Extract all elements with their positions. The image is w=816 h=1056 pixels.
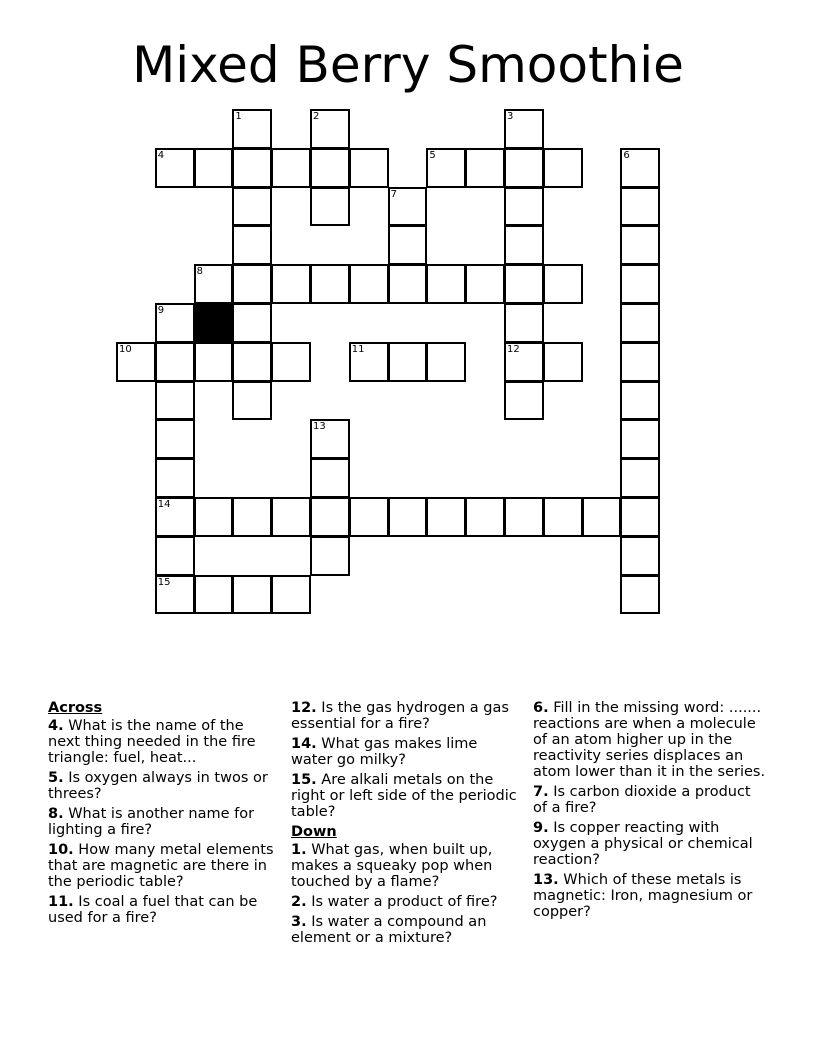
across-clue-8: 8. What is another name for lighting a fire? <box>48 806 255 838</box>
grid-cell[interactable] <box>271 497 311 537</box>
across-heading: Across <box>48 700 103 716</box>
grid-cell[interactable] <box>194 497 234 537</box>
grid-cell[interactable] <box>620 187 660 227</box>
clue-number: 6 <box>623 149 630 161</box>
grid-cell[interactable] <box>620 497 660 537</box>
grid-cell[interactable] <box>349 264 389 304</box>
grid-cell[interactable] <box>582 497 622 537</box>
grid-cell[interactable] <box>232 264 272 304</box>
grid-cell[interactable] <box>426 148 466 188</box>
across-clue-15: 15. Are alkali metals on the right or left side of the periodic table? <box>291 772 517 820</box>
grid-cell[interactable] <box>426 497 466 537</box>
black-cell <box>194 303 234 343</box>
grid-cell[interactable] <box>310 187 350 227</box>
clue-number: 13 <box>313 421 326 433</box>
across-clue-10: 10. How many metal elements that are magnetic are there in the periodic table? <box>48 842 274 890</box>
across-clue-12: 12. Is the gas hydrogen a gas essential for a fire? <box>291 700 509 732</box>
grid-cell[interactable] <box>232 381 272 421</box>
grid-cell[interactable] <box>426 342 466 382</box>
grid-cell[interactable] <box>155 575 195 615</box>
grid-cell[interactable] <box>543 264 583 304</box>
down-clue-9: 9. Is copper reacting with oxygen a physical or chemical reaction? <box>533 820 753 868</box>
grid-cell[interactable] <box>620 225 660 265</box>
grid-cell[interactable] <box>426 264 466 304</box>
grid-cell[interactable] <box>465 264 505 304</box>
grid-cell[interactable] <box>388 187 428 227</box>
grid-cell[interactable] <box>310 109 350 149</box>
grid-cell[interactable] <box>155 303 195 343</box>
grid-cell[interactable] <box>232 303 272 343</box>
grid-cell[interactable] <box>504 187 544 227</box>
grid-cell[interactable] <box>155 458 195 498</box>
clue-number: 10 <box>119 343 132 355</box>
grid-cell[interactable] <box>310 148 350 188</box>
clue-number: 5 <box>429 149 436 161</box>
grid-cell[interactable] <box>271 148 311 188</box>
grid-cell[interactable] <box>504 381 544 421</box>
grid-cell[interactable] <box>232 109 272 149</box>
grid-cell[interactable] <box>388 264 428 304</box>
grid-cell[interactable] <box>504 109 544 149</box>
grid-cell[interactable] <box>504 303 544 343</box>
grid-cell[interactable] <box>155 148 195 188</box>
grid-cell[interactable] <box>194 264 234 304</box>
grid-cell[interactable] <box>310 264 350 304</box>
grid-cell[interactable] <box>349 148 389 188</box>
clue-number: 12 <box>507 343 520 355</box>
grid-cell[interactable] <box>194 148 234 188</box>
grid-cell[interactable] <box>155 419 195 459</box>
clue-number: 8 <box>196 266 203 278</box>
grid-cell[interactable] <box>155 497 195 537</box>
grid-cell[interactable] <box>232 148 272 188</box>
grid-cell[interactable] <box>271 342 311 382</box>
grid-cell[interactable] <box>310 497 350 537</box>
grid-cell[interactable] <box>155 381 195 421</box>
grid-cell[interactable] <box>232 187 272 227</box>
clue-number: 11 <box>351 343 365 355</box>
grid-cell[interactable] <box>310 419 350 459</box>
down-clue-1: 1. What gas, when built up, makes a squeaky pop when touched by a flame? <box>291 842 493 890</box>
grid-cell[interactable] <box>271 264 311 304</box>
grid-cell[interactable] <box>504 342 544 382</box>
clue-number: 3 <box>507 111 514 122</box>
puzzle-title: Mixed Berry Smoothie <box>132 36 684 94</box>
clue-number: 9 <box>157 305 165 316</box>
grid-cell[interactable] <box>504 225 544 265</box>
grid-cell[interactable] <box>620 575 660 615</box>
grid-cell[interactable] <box>155 342 195 382</box>
across-clue-4: 4. What is the name of the next thing needed in the fire triangle: fuel, heat... <box>48 718 256 766</box>
grid-cell[interactable] <box>543 342 583 382</box>
grid-cell[interactable] <box>194 342 234 382</box>
clue-number: 7 <box>390 188 397 200</box>
grid-cell[interactable] <box>232 342 272 382</box>
grid-cell[interactable] <box>620 303 660 343</box>
grid-cell[interactable] <box>349 497 389 537</box>
grid-cell[interactable] <box>155 536 195 576</box>
grid-cell[interactable] <box>504 264 544 304</box>
across-clue-11: 11. Is coal a fuel that can be used for a fire? <box>48 894 258 926</box>
grid-cell[interactable] <box>543 497 583 537</box>
clue-number: 2 <box>313 111 320 122</box>
grid-cell[interactable] <box>388 225 428 265</box>
grid-cell[interactable] <box>620 381 660 421</box>
down-clue-13: 13. Which of these metals is magnetic: Iron, magnesium or copper? <box>533 872 753 920</box>
clue-number: 15 <box>157 576 171 588</box>
clues-column-3 <box>533 700 768 924</box>
grid-cell[interactable] <box>504 497 544 537</box>
clues-column-1 <box>48 700 278 930</box>
grid-cell[interactable] <box>620 419 660 459</box>
down-clue-3: 3. Is water a compound an element or a mixture? <box>291 914 487 946</box>
grid-cell[interactable] <box>116 342 156 382</box>
crossword-grid <box>117 110 662 615</box>
grid-cell[interactable] <box>310 458 350 498</box>
grid-cell[interactable] <box>388 342 428 382</box>
grid-cell[interactable] <box>620 342 660 382</box>
down-clue-7: 7. Is carbon dioxide a product of a fire? <box>533 784 751 816</box>
grid-cell[interactable] <box>232 225 272 265</box>
grid-cell[interactable] <box>194 575 234 615</box>
grid-cell[interactable] <box>543 148 583 188</box>
grid-cell[interactable] <box>232 575 272 615</box>
grid-cell[interactable] <box>465 497 505 537</box>
down-heading: Down <box>291 824 337 840</box>
grid-cell[interactable] <box>465 148 505 188</box>
grid-cell[interactable] <box>388 497 428 537</box>
clue-number: 14 <box>157 499 171 510</box>
grid-cell[interactable] <box>349 342 389 382</box>
clue-number: 1 <box>235 111 242 122</box>
grid-cell[interactable] <box>620 536 660 576</box>
grid-cell[interactable] <box>310 536 350 576</box>
across-clue-14: 14. What gas makes lime water go milky? <box>291 736 478 768</box>
grid-cell[interactable] <box>232 497 272 537</box>
grid-cell[interactable] <box>504 148 544 188</box>
grid-cell[interactable] <box>620 264 660 304</box>
down-clue-2: 2. Is water a product of fire? <box>291 894 498 910</box>
clue-number: 4 <box>157 149 165 161</box>
grid-cell[interactable] <box>271 575 311 615</box>
down-clue-6: 6. Fill in the missing word: ....... reactions are when a molecule of an atom higher up in the reactivity series displaces an atom lower than it in the series. <box>533 700 766 780</box>
grid-cell[interactable] <box>620 458 660 498</box>
grid-cell[interactable] <box>620 148 660 188</box>
across-clue-5: 5. Is oxygen always in twos or threes? <box>48 770 268 802</box>
clues-column-2 <box>291 700 521 950</box>
